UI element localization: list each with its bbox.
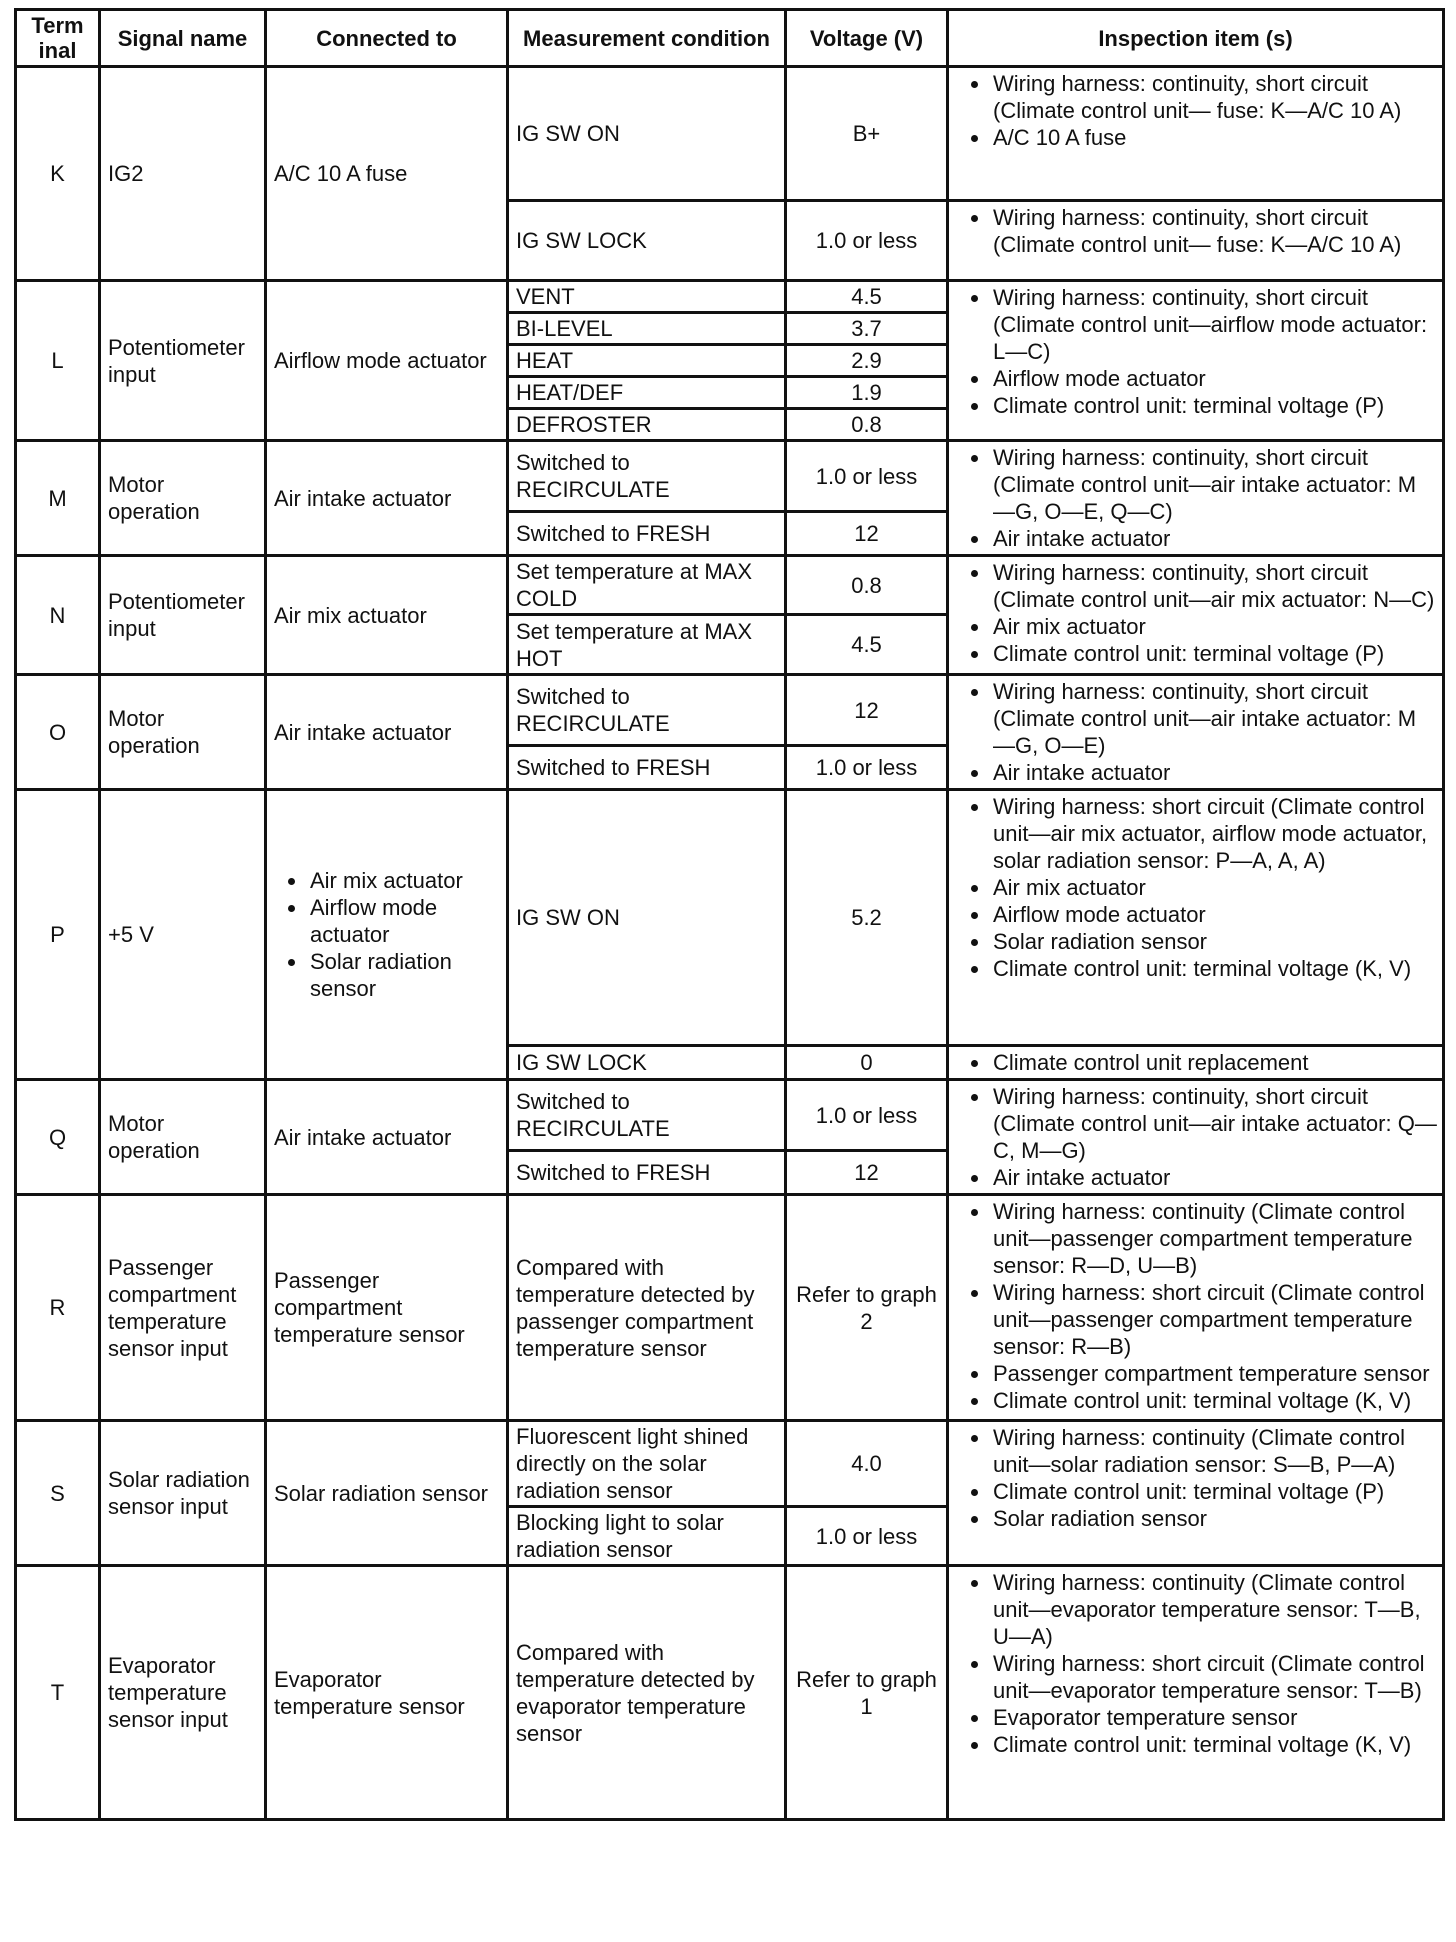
voltage-cell: 3.7: [786, 313, 948, 345]
condition-cell: Switched to RECIRCULATE: [508, 441, 786, 512]
inspection-cell: [948, 281, 1444, 441]
inspection-cell: [948, 790, 1444, 1046]
inspection-item: • Climate control unit: terminal voltage (K, V): [991, 955, 1438, 982]
voltage-cell: 4.5: [786, 615, 948, 675]
inspection-item: • Wiring harness: continuity, short circuit (Climate control unit—air intake actuator: M—G, O—E, Q—C): [991, 444, 1438, 525]
table-row: [16, 67, 1444, 201]
condition-cell: Switched to FRESH: [508, 746, 786, 790]
voltage-cell: 1.0 or less: [786, 746, 948, 790]
voltage-cell: Refer to graph 1: [786, 1566, 948, 1820]
inspection-item: • Climate control unit: terminal voltage (K, V): [991, 1387, 1438, 1414]
table-row: [16, 1195, 1444, 1421]
inspection-item: • Air mix actuator: [991, 874, 1438, 901]
table-row: [16, 441, 1444, 512]
condition-cell: HEAT/DEF: [508, 377, 786, 409]
condition-cell: HEAT: [508, 345, 786, 377]
table-row: [16, 1566, 1444, 1820]
inspection-item: • Air intake actuator: [991, 1164, 1438, 1191]
header-measurement-condition: Measurement condition: [508, 10, 786, 67]
condition-cell: Compared with temperature detected by evaporator temperature sensor: [508, 1566, 786, 1820]
inspection-cell: [948, 675, 1444, 790]
table-row: [16, 675, 1444, 746]
header-inspection-items: Inspection item (s): [948, 10, 1444, 67]
table-row: [16, 1421, 1444, 1507]
voltage-cell: 1.0 or less: [786, 441, 948, 512]
connected-to-cell: Solar radiation sensor: [266, 1421, 508, 1566]
table-row: [16, 790, 1444, 1046]
voltage-cell: 0.8: [786, 409, 948, 441]
condition-cell: Set temperature at MAX HOT: [508, 615, 786, 675]
inspection-item: • Climate control unit: terminal voltage (K, V): [991, 1731, 1438, 1758]
condition-cell: Set temperature at MAX COLD: [508, 556, 786, 615]
voltage-cell: B+: [786, 67, 948, 201]
terminal-cell: N: [16, 556, 100, 675]
condition-cell: Switched to RECIRCULATE: [508, 1080, 786, 1151]
inspection-item: • Wiring harness: continuity, short circuit (Climate control unit— fuse: K—A/C 10 A): [991, 70, 1438, 124]
signal-name-cell: IG2: [100, 67, 266, 281]
inspection-item: • Passenger compartment temperature sensor: [991, 1360, 1438, 1387]
voltage-cell: 2.9: [786, 345, 948, 377]
inspection-item: • Evaporator temperature sensor: [991, 1704, 1438, 1731]
inspection-cell: [948, 556, 1444, 675]
condition-cell: DEFROSTER: [508, 409, 786, 441]
voltage-cell: 12: [786, 675, 948, 746]
voltage-cell: 1.0 or less: [786, 1080, 948, 1151]
inspection-cell: [948, 1046, 1444, 1080]
inspection-item: • Wiring harness: continuity, short circuit (Climate control unit—air mix actuator: N—C): [991, 559, 1438, 613]
signal-name-cell: Motor operation: [100, 675, 266, 790]
inspection-table: [14, 8, 1445, 1821]
inspection-item: • Air intake actuator: [991, 759, 1438, 786]
condition-cell: BI-LEVEL: [508, 313, 786, 345]
terminal-cell: L: [16, 281, 100, 441]
terminal-cell: K: [16, 67, 100, 281]
inspection-item: • Wiring harness: short circuit (Climate control unit—evaporator temperature sensor: T—B): [991, 1650, 1438, 1704]
connected-to-cell: Air mix actuator: [266, 556, 508, 675]
voltage-cell: Refer to graph 2: [786, 1195, 948, 1421]
signal-name-cell: Motor operation: [100, 1080, 266, 1195]
condition-cell: IG SW ON: [508, 790, 786, 1046]
inspection-item: • Wiring harness: short circuit (Climate control unit—passenger compartment temperature sensor: R—B): [991, 1279, 1438, 1360]
inspection-item: • Wiring harness: short circuit (Climate control unit—air mix actuator, airflow mode actuator, solar radiation sensor: P—A, A, A): [991, 793, 1438, 874]
voltage-cell: 4.0: [786, 1421, 948, 1507]
signal-name-cell: +5 V: [100, 790, 266, 1080]
signal-name-cell: Motor operation: [100, 441, 266, 556]
header-voltage: Voltage (V): [786, 10, 948, 67]
inspection-cell: [948, 1566, 1444, 1820]
condition-cell: Blocking light to solar radiation sensor: [508, 1507, 786, 1566]
inspection-cell: [948, 201, 1444, 281]
terminal-cell: O: [16, 675, 100, 790]
connected-item: • Solar radiation sensor: [308, 948, 499, 1002]
signal-name-cell: Passenger compartment temperature sensor input: [100, 1195, 266, 1421]
inspection-item: • Wiring harness: continuity, short circuit (Climate control unit—air intake actuator: Q—C, M—G): [991, 1083, 1438, 1164]
terminal-cell: P: [16, 790, 100, 1080]
inspection-item: • Wiring harness: continuity, short circuit (Climate control unit— fuse: K—A/C 10 A): [991, 204, 1438, 258]
connected-to-cell: [266, 790, 508, 1080]
connected-to-cell: Air intake actuator: [266, 1080, 508, 1195]
condition-cell: Switched to RECIRCULATE: [508, 675, 786, 746]
connected-item: • Airflow mode actuator: [308, 894, 499, 948]
condition-cell: Switched to FRESH: [508, 512, 786, 556]
terminal-cell: T: [16, 1566, 100, 1820]
inspection-item: • Climate control unit replacement: [991, 1049, 1438, 1076]
condition-cell: IG SW ON: [508, 67, 786, 201]
inspection-cell: [948, 441, 1444, 556]
inspection-item: • A/C 10 A fuse: [991, 124, 1438, 151]
condition-cell: Switched to FRESH: [508, 1151, 786, 1195]
header-terminal: Term inal: [16, 10, 100, 67]
inspection-item: • Climate control unit: terminal voltage (P): [991, 392, 1438, 419]
inspection-item: • Airflow mode actuator: [991, 901, 1438, 928]
inspection-item: • Wiring harness: continuity, short circuit (Climate control unit—air intake actuator: M—G, O—E): [991, 678, 1438, 759]
table-row: [16, 1080, 1444, 1151]
table-row: [16, 281, 1444, 313]
inspection-cell: [948, 1080, 1444, 1195]
condition-cell: Fluorescent light shined directly on the solar radiation sensor: [508, 1421, 786, 1507]
voltage-cell: 12: [786, 1151, 948, 1195]
connected-to-cell: Airflow mode actuator: [266, 281, 508, 441]
inspection-cell: [948, 1195, 1444, 1421]
inspection-item: • Wiring harness: continuity, short circuit (Climate control unit—airflow mode actuator: L—C): [991, 284, 1438, 365]
connected-to-cell: Evaporator temperature sensor: [266, 1566, 508, 1820]
condition-cell: Compared with temperature detected by passenger compartment temperature sensor: [508, 1195, 786, 1421]
inspection-item: • Airflow mode actuator: [991, 365, 1438, 392]
header-signal-name: Signal name: [100, 10, 266, 67]
terminal-cell: R: [16, 1195, 100, 1421]
inspection-item: • Wiring harness: continuity (Climate control unit—solar radiation sensor: S—B, P—A): [991, 1424, 1438, 1478]
condition-cell: IG SW LOCK: [508, 201, 786, 281]
inspection-item: • Climate control unit: terminal voltage (P): [991, 640, 1438, 667]
signal-name-cell: Evaporator temperature sensor input: [100, 1566, 266, 1820]
voltage-cell: 1.9: [786, 377, 948, 409]
voltage-cell: 5.2: [786, 790, 948, 1046]
voltage-cell: 0.8: [786, 556, 948, 615]
inspection-item: • Climate control unit: terminal voltage (P): [991, 1478, 1438, 1505]
terminal-cell: Q: [16, 1080, 100, 1195]
inspection-item: • Wiring harness: continuity (Climate control unit—evaporator temperature sensor: T—B, U—A): [991, 1569, 1438, 1650]
voltage-cell: 12: [786, 512, 948, 556]
condition-cell: IG SW LOCK: [508, 1046, 786, 1080]
table-row: [16, 556, 1444, 615]
voltage-cell: 0: [786, 1046, 948, 1080]
connected-to-cell: Passenger compartment temperature sensor: [266, 1195, 508, 1421]
connected-to-cell: A/C 10 A fuse: [266, 67, 508, 281]
inspection-cell: [948, 1421, 1444, 1566]
inspection-cell: [948, 67, 1444, 201]
header-row: [16, 10, 1444, 67]
condition-cell: VENT: [508, 281, 786, 313]
connected-to-cell: Air intake actuator: [266, 675, 508, 790]
voltage-cell: 4.5: [786, 281, 948, 313]
inspection-item: • Air mix actuator: [991, 613, 1438, 640]
terminal-cell: M: [16, 441, 100, 556]
connected-item: • Air mix actuator: [308, 867, 499, 894]
voltage-cell: 1.0 or less: [786, 201, 948, 281]
voltage-cell: 1.0 or less: [786, 1507, 948, 1566]
inspection-item: • Solar radiation sensor: [991, 928, 1438, 955]
inspection-item: • Wiring harness: continuity (Climate control unit—passenger compartment temperature sensor: R—D, U—B): [991, 1198, 1438, 1279]
inspection-item: • Solar radiation sensor: [991, 1505, 1438, 1532]
signal-name-cell: Potentiometer input: [100, 556, 266, 675]
signal-name-cell: Potentiometer input: [100, 281, 266, 441]
connected-to-cell: Air intake actuator: [266, 441, 508, 556]
terminal-cell: S: [16, 1421, 100, 1566]
header-connected-to: Connected to: [266, 10, 508, 67]
inspection-item: • Air intake actuator: [991, 525, 1438, 552]
signal-name-cell: Solar radiation sensor input: [100, 1421, 266, 1566]
